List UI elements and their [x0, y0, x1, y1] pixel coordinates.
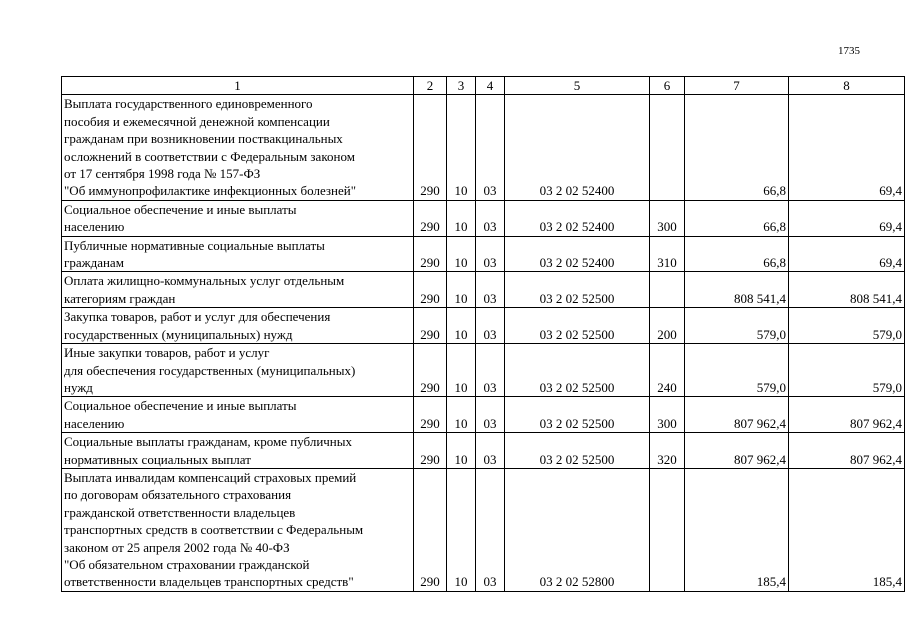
subsection-code: 03: [476, 397, 505, 433]
table-row: [62, 272, 905, 308]
expense-type-code: 310: [650, 236, 685, 272]
ved-code: 290: [414, 433, 447, 469]
row-name: [62, 433, 414, 469]
target-article-code: 03 2 02 52800: [505, 468, 650, 591]
row-name: [62, 468, 414, 591]
row-name-line: гражданам: [64, 255, 124, 271]
row-name-line: по договорам обязательного страхования: [64, 487, 292, 503]
amount-year-1: 579,0: [685, 308, 789, 344]
ved-code: 290: [414, 344, 447, 397]
expense-type-code: 200: [650, 308, 685, 344]
amount-year-1: 66,8: [685, 95, 789, 200]
section-code: 10: [447, 344, 476, 397]
expense-type-code: 300: [650, 200, 685, 236]
amount-year-2: 579,0: [789, 308, 905, 344]
amount-year-1: 807 962,4: [685, 433, 789, 469]
expense-type-code: 320: [650, 433, 685, 469]
section-code: 10: [447, 95, 476, 200]
ved-code: 290: [414, 272, 447, 308]
target-article-code: 03 2 02 52400: [505, 95, 650, 200]
amount-year-1: 807 962,4: [685, 397, 789, 433]
row-name: [62, 397, 414, 433]
expense-type-code: [650, 272, 685, 308]
section-code: 10: [447, 468, 476, 591]
row-name-line: гражданам при возникновении поствакцинальных: [64, 131, 343, 147]
section-code: 10: [447, 200, 476, 236]
row-name-line: гражданской ответственности владельцев: [64, 504, 296, 520]
subsection-code: 03: [476, 236, 505, 272]
expense-type-code: 300: [650, 397, 685, 433]
row-name: [62, 236, 414, 272]
table-row: [62, 397, 905, 433]
amount-year-2: 807 962,4: [789, 433, 905, 469]
row-name-line: Закупка товаров, работ и услуг для обеспечения: [64, 309, 331, 325]
amount-year-2: 69,4: [789, 236, 905, 272]
ved-code: 290: [414, 95, 447, 200]
row-name: [62, 272, 414, 308]
expense-type-code: [650, 468, 685, 591]
subsection-code: 03: [476, 308, 505, 344]
amount-year-2: 808 541,4: [789, 272, 905, 308]
header-col-5: 5: [505, 77, 650, 95]
row-name: [62, 344, 414, 397]
table-row: [62, 433, 905, 469]
header-col-8: 8: [789, 77, 905, 95]
amount-year-2: 69,4: [789, 95, 905, 200]
row-name-line: законом от 25 апреля 2002 года № 40-ФЗ: [64, 539, 290, 555]
row-name-line: ответственности владельцев транспортных средств": [64, 574, 354, 590]
table-body: [62, 95, 905, 591]
table-row: [62, 200, 905, 236]
table-row: [62, 344, 905, 397]
budget-table: [61, 76, 905, 592]
table-row: [62, 95, 905, 200]
row-name-line: государственных (муниципальных) нужд: [64, 326, 293, 342]
amount-year-2: 185,4: [789, 468, 905, 591]
amount-year-2: 69,4: [789, 200, 905, 236]
table-row: [62, 308, 905, 344]
section-code: 10: [447, 236, 476, 272]
target-article-code: 03 2 02 52500: [505, 308, 650, 344]
row-name-line: Публичные нормативные социальные выплаты: [64, 237, 325, 253]
ved-code: 290: [414, 468, 447, 591]
expense-type-code: [650, 95, 685, 200]
table-row: [62, 468, 905, 591]
row-name-line: Иные закупки товаров, работ и услуг: [64, 345, 270, 361]
ved-code: 290: [414, 236, 447, 272]
row-name-line: Выплата инвалидам компенсаций страховых премий: [64, 469, 357, 485]
header-col-3: 3: [447, 77, 476, 95]
page-number: 1735: [838, 45, 860, 57]
header-col-2: 2: [414, 77, 447, 95]
subsection-code: 03: [476, 344, 505, 397]
target-article-code: 03 2 02 52500: [505, 272, 650, 308]
row-name-line: Социальное обеспечение и иные выплаты: [64, 398, 297, 414]
ved-code: 290: [414, 200, 447, 236]
amount-year-1: 808 541,4: [685, 272, 789, 308]
row-name: [62, 200, 414, 236]
row-name-line: категориям граждан: [64, 290, 176, 306]
amount-year-1: 66,8: [685, 200, 789, 236]
header-row: [62, 77, 905, 95]
section-code: 10: [447, 272, 476, 308]
expense-type-code: 240: [650, 344, 685, 397]
subsection-code: 03: [476, 433, 505, 469]
amount-year-1: 579,0: [685, 344, 789, 397]
amount-year-1: 185,4: [685, 468, 789, 591]
target-article-code: 03 2 02 52500: [505, 433, 650, 469]
row-name-line: населению: [64, 415, 125, 431]
subsection-code: 03: [476, 200, 505, 236]
section-code: 10: [447, 308, 476, 344]
row-name: [62, 95, 414, 200]
subsection-code: 03: [476, 468, 505, 591]
target-article-code: 03 2 02 52400: [505, 200, 650, 236]
ved-code: 290: [414, 308, 447, 344]
amount-year-1: 66,8: [685, 236, 789, 272]
header-col-1: 1: [62, 77, 414, 95]
section-code: 10: [447, 397, 476, 433]
amount-year-2: 579,0: [789, 344, 905, 397]
row-name-line: нормативных социальных выплат: [64, 451, 251, 467]
row-name-line: для обеспечения государственных (муниципальных): [64, 362, 356, 378]
target-article-code: 03 2 02 52500: [505, 344, 650, 397]
row-name-line: Социальное обеспечение и иные выплаты: [64, 201, 297, 217]
section-code: 10: [447, 433, 476, 469]
target-article-code: 03 2 02 52400: [505, 236, 650, 272]
subsection-code: 03: [476, 272, 505, 308]
ved-code: 290: [414, 397, 447, 433]
subsection-code: 03: [476, 95, 505, 200]
row-name-line: нужд: [64, 379, 93, 395]
row-name-line: транспортных средств в соответствии с Федеральным: [64, 522, 364, 538]
row-name-line: Социальные выплаты гражданам, кроме публичных: [64, 434, 352, 450]
header-col-4: 4: [476, 77, 505, 95]
row-name-line: от 17 сентября 1998 года № 157-ФЗ: [64, 166, 261, 182]
row-name-line: "Об обязательном страховании гражданской: [64, 556, 310, 572]
row-name-line: пособия и ежемесячной денежной компенсации: [64, 113, 330, 129]
target-article-code: 03 2 02 52500: [505, 397, 650, 433]
header-col-7: 7: [685, 77, 789, 95]
row-name: [62, 308, 414, 344]
amount-year-2: 807 962,4: [789, 397, 905, 433]
row-name-line: Выплата государственного единовременного: [64, 96, 313, 112]
row-name-line: осложнений в соответствии с Федеральным законом: [64, 148, 355, 164]
row-name-line: Оплата жилищно-коммунальных услуг отдельным: [64, 273, 345, 289]
row-name-line: населению: [64, 219, 125, 235]
table-row: [62, 236, 905, 272]
header-col-6: 6: [650, 77, 685, 95]
row-name-line: "Об иммунопрофилактике инфекционных болезней": [64, 183, 357, 199]
